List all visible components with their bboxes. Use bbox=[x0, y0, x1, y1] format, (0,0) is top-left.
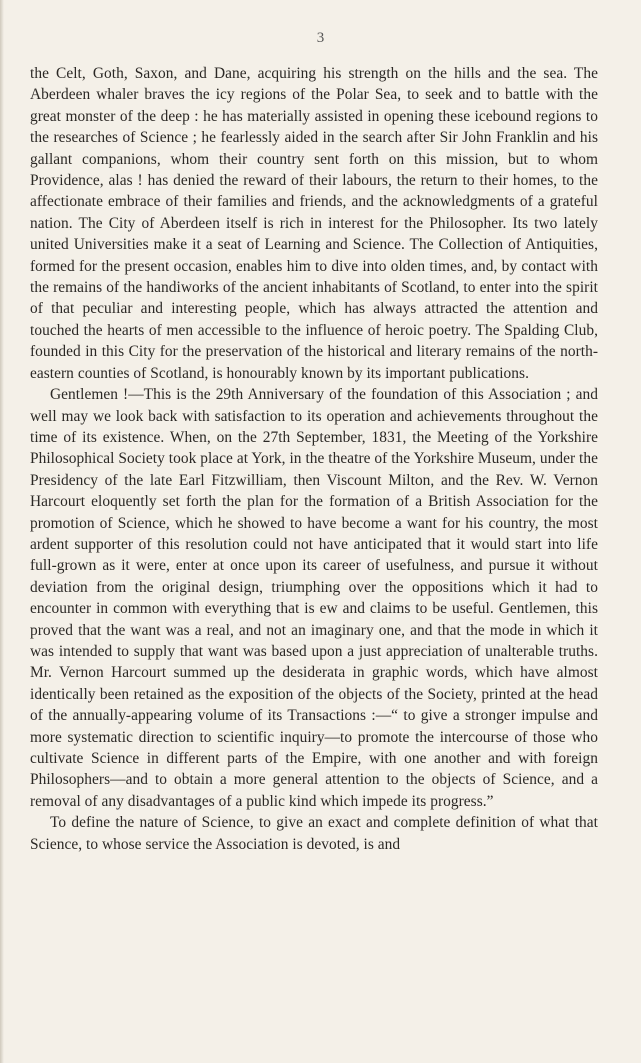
page-number: 3 bbox=[316, 30, 325, 46]
page-edge-shadow bbox=[0, 0, 4, 1063]
paragraph: the Celt, Goth, Saxon, and Dane, acquiring his strength on the hills and the sea. The Aberdeen whaler braves the icy regions of the Polar Sea, to seek and to battle with the great monster of the deep : he has materially assisted in opening these icebound regions to the researches of Science ; he fearlessly aided in the search after Sir John Franklin and his gallant companions, whom their country sent forth on this mission, but to whom Providence, alas ! has denied the reward of their labours, the return to their homes, to the affectionate embrace of their families and friends, and the acknowledgments of a grateful nation. The City of Aberdeen itself is rich in interest for the Philosopher. Its two lately united Universities make it a seat of Learning and Science. The Collection of Antiquities, formed for the present occasion, enables him to dive into olden times, and, by contact with the remains of the handiworks of the ancient inhabitants of Scotland, to enter into the spirit of that peculiar and interesting people, which has always attracted the attention and touched the hearts of men accessible to the influence of heroic poetry. The Spalding Club, founded in this City for the preservation of the historical and literary remains of the north-eastern counties of Scotland, is honourably known by its important publications. bbox=[30, 65, 598, 382]
paragraph: Gentlemen !—This is the 29th Anniversary of the foundation of this Association ; and well may we look back with satisfaction to its operation and achievements throughout the time of its existence. When, on the 27th September, 1831, the Meeting of the Yorkshire Philosophical Society took place at York, in the theatre of the Yorkshire Museum, under the Presidency of the late Earl Fitzwilliam, then Viscount Milton, and the Rev. W. Vernon Harcourt eloquently set forth the plan for the formation of a British Association for the promotion of Science, which he showed to have become a want for his country, the most ardent supporter of this resolution could not have anticipated that it would start into life full-grown as it were, enter at once upon its career of usefulness, and pursue it without deviation from the original design, triumphing over the oppositions which it had to encounter in common with everything that is ew and claims to be useful. Gentlemen, this proved that the want was a real, and not an imaginary one, and that the mode in which it was intended to supply that want was based upon a just appreciation of unalterable truths. Mr. Vernon Harcourt summed up the desiderata in graphic words, which have almost identically been retained as the exposition of the objects of the Society, printed at the head of the annually-appearing volume of its Transactions :—“ to give a stronger impulse and more systematic direction to scientific inquiry—to promote the intercourse of those who cultivate Science in different parts of the Empire, with one another and with foreign Philosophers—and to obtain a more general attention to the objects of Science, and a removal of any disadvantages of a public kind which impede its progress.” bbox=[30, 386, 598, 810]
body-text bbox=[30, 63, 598, 855]
paragraph: To define the nature of Science, to give an exact and complete definition of what that Science, to whose service the Association is devoted, is and bbox=[30, 814, 598, 853]
